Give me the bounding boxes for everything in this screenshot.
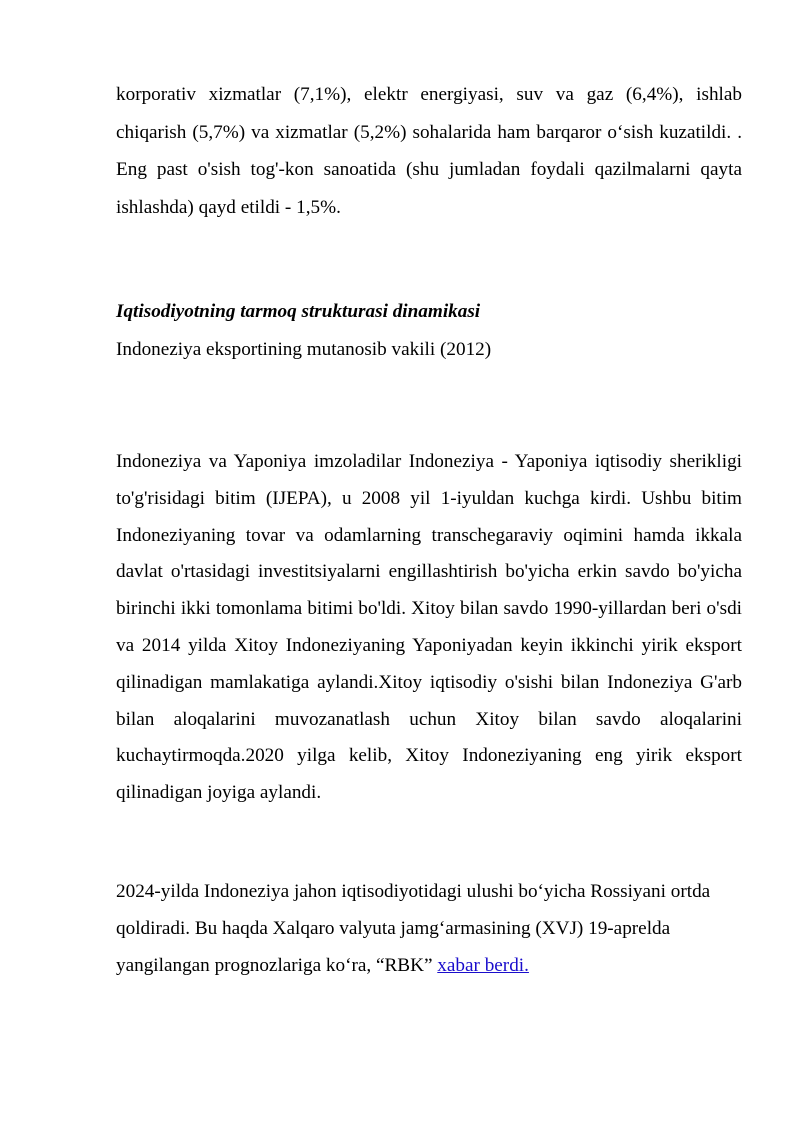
paragraph-imf-forecast	[116, 873, 736, 984]
paragraph-trade-agreements: Indoneziya va Yaponiya imzoladilar Indoneziya - Yaponiya iqtisodiy sherikligi to'g'risidagi bitim (IJEPA), u 2008 yil 1-iyuldan kuchga kirdi. Ushbu bitim Indoneziyaning tovar va odamlarning transchegaraviy oqimini hamda ikkala davlat o'rtasidagi investitsiyalarni engillashtirish bo'yicha erkin savdo bo'yicha birinchi ikki tomonlama bitimi bo'ldi. Xitoy bilan savdo 1990-yillardan beri o'sdi va 2014 yilda Xitoy Indoneziyaning Yaponiyadan keyin ikkinchi yirik eksport qilinadigan mamlakatiga aylandi.Xitoy iqtisodiy o'sishi bilan Indoneziya G'arb bilan aloqalarini muvozanatlash uchun Xitoy bilan savdo aloqalarini kuchaytirmoqda.2020 yilga kelib, Xitoy Indoneziyaning eng yirik eksport qilinadigan joyiga aylandi.	[116, 451, 742, 804]
source-link[interactable]: xabar berdi.	[437, 955, 529, 976]
paragraph-growth-sectors: korporativ xizmatlar (7,1%), elektr energiyasi, suv va gaz (6,4%), ishlab chiqarish (5,7%) va xizmatlar (5,2%) sohalarida ham barqaror o‘sish kuzatildi. . Eng past o'sish tog'-kon sanoatida (shu jumladan foydali qazilmalarni qayta ishlashda) qayd etildi - 1,5%.	[116, 84, 742, 218]
section-subheading: Indoneziya eksportining mutanosib vakili (2012)	[116, 339, 492, 360]
paragraph-imf-forecast-text: 2024-yilda Indoneziya jahon iqtisodiyotidagi ulushi bo‘yicha Rossiyani ortda qoldiradi. Bu haqda Xalqaro valyuta jamg‘armasining (XVJ) 19-aprelda yangilangan prognozlariga ko‘ra, “RBK”	[116, 881, 711, 976]
section-heading: Iqtisodiyotning tarmoq strukturasi dinamikasi	[116, 301, 481, 322]
